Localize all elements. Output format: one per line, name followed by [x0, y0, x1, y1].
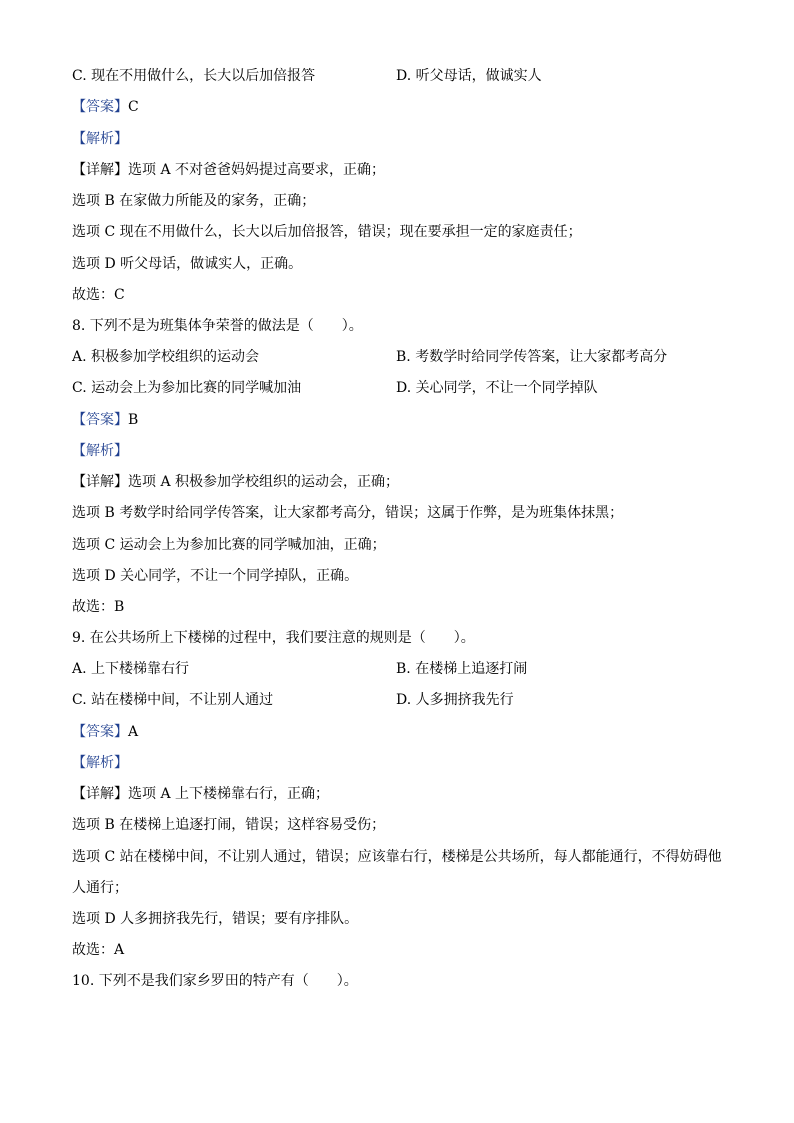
q9-question: 9. 在公共场所上下楼梯的过程中，我们要注意的规则是（ ）。: [72, 630, 475, 646]
q8-answer: [72, 410, 722, 430]
q8-question: 8. 下列不是为班集体争荣誉的做法是（ ）。: [72, 318, 363, 334]
q9-detail-c-line1: 选项 C 站在楼梯中间，不让别人通过，错误；应该靠右行，楼梯是公共场所，每人都能通行，不得妨碍他: [72, 849, 722, 865]
q7-detail-d: 选项 D 听父母话，做诚实人，正确。: [72, 256, 303, 272]
detail-tag: 【详解】: [72, 474, 128, 490]
q7-analysis-heading: [72, 129, 722, 149]
analysis-tag: 【解析】: [72, 131, 128, 147]
q9-options-row-cd: [72, 690, 722, 710]
q8-options-row-cd: [72, 378, 722, 398]
q9-analysis-heading: [72, 753, 722, 773]
q7-option-d: D. 听父母话，做诚实人: [396, 68, 542, 84]
answer-value: C: [128, 99, 139, 115]
q9-answer: [72, 722, 722, 742]
q8-option-c: C. 运动会上为参加比赛的同学喊加油: [72, 380, 302, 396]
answer-tag: 【答案】: [72, 99, 128, 115]
q7-option-c: C. 现在不用做什么，长大以后加倍报答: [72, 68, 316, 84]
q8-analysis-heading: [72, 441, 722, 461]
q7-detail-a: [72, 160, 722, 180]
q7-answer: [72, 97, 722, 117]
q8-detail-d: 选项 D 关心同学，不让一个同学掉队，正确。: [72, 568, 359, 584]
q8-option-a: A. 积极参加学校组织的运动会: [72, 349, 260, 365]
q8-option-d: D. 关心同学，不让一个同学掉队: [396, 380, 598, 396]
q9-option-d: D. 人多拥挤我先行: [396, 692, 514, 708]
q7-detail-c: 选项 C 现在不用做什么，长大以后加倍报答，错误；现在要承担一定的家庭责任；: [72, 224, 582, 240]
q10-question: 10. 下列不是我们家乡罗田的特产有（ ）。: [72, 973, 358, 989]
detail-tag: 【详解】: [72, 786, 128, 802]
detail-text: 选项 A 积极参加学校组织的运动会，正确；: [128, 474, 400, 490]
detail-text: 选项 A 不对爸爸妈妈提过高要求，正确；: [128, 162, 386, 178]
detail-text: 选项 A 上下楼梯靠右行，正确；: [128, 786, 330, 802]
answer-tag: 【答案】: [72, 412, 128, 428]
q9-detail-b: 选项 B 在楼梯上追逐打闹，错误；这样容易受伤；: [72, 817, 386, 833]
q9-detail-c-line2: 人通行；: [72, 880, 128, 896]
q9-conclusion: 故选：A: [72, 942, 125, 958]
answer-value: A: [128, 724, 139, 740]
q9-options-row-ab: [72, 659, 722, 679]
q8-detail-b: 选项 B 考数学时给同学传答案，让大家都考高分，错误；这属于作弊，是为班集体抹黑；: [72, 505, 624, 521]
q8-detail-a: [72, 472, 722, 492]
answer-value: B: [128, 412, 139, 428]
q8-detail-c: 选项 C 运动会上为参加比赛的同学喊加油，正确；: [72, 537, 386, 553]
q9-detail-d: 选项 D 人多拥挤我先行，错误；要有序排队。: [72, 911, 359, 927]
q8-conclusion: 故选：B: [72, 599, 125, 615]
q7-detail-b: 选项 B 在家做力所能及的家务，正确；: [72, 193, 316, 209]
q7-conclusion: 故选：C: [72, 287, 125, 303]
q8-option-b: B. 考数学时给同学传答案，让大家都考高分: [396, 349, 668, 365]
q7-options-row-cd: [72, 66, 722, 86]
analysis-tag: 【解析】: [72, 755, 128, 771]
analysis-tag: 【解析】: [72, 443, 128, 459]
q9-option-c: C. 站在楼梯中间，不让别人通过: [72, 692, 274, 708]
q8-options-row-ab: [72, 347, 722, 367]
detail-tag: 【详解】: [72, 162, 128, 178]
answer-tag: 【答案】: [72, 724, 128, 740]
q9-detail-a: [72, 784, 722, 804]
q9-option-b: B. 在楼梯上追逐打闹: [396, 661, 528, 677]
q9-option-a: A. 上下楼梯靠右行: [72, 661, 190, 677]
